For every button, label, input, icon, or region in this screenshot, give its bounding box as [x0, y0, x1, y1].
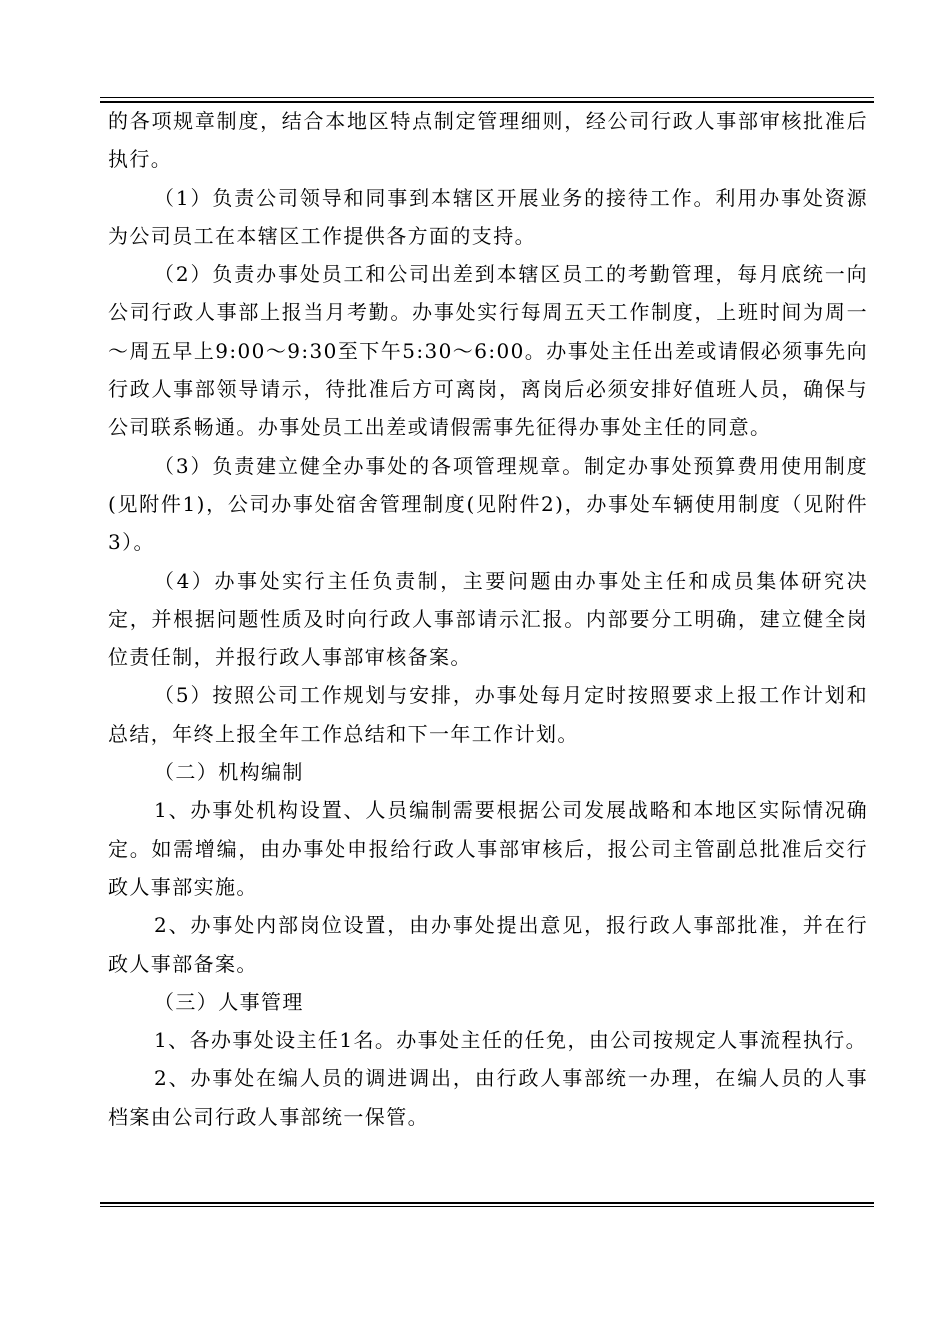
paragraph-organization-1: 1、办事处机构设置、人员编制需要根据公司发展战略和本地区实际情况确定。如需增编，由办事处申报给行政人事部审核后，报公司主管副总批准后交行政人事部实施。	[108, 798, 868, 899]
paragraph-continuation: 的各项规章制度，结合本地区特点制定管理细则，经公司行政人事部审核批准后执行。	[108, 109, 868, 172]
footer-rule-thick	[100, 1202, 874, 1204]
section-heading-organization: （二）机构编制	[154, 760, 304, 785]
paragraph-personnel-1: 1、各办事处设主任1名。办事处主任的任免，由公司按规定人事流程执行。	[154, 1028, 868, 1053]
header-rule-thin	[100, 97, 874, 98]
paragraph-item-1: （1）负责公司领导和同事到本辖区开展业务的接待工作。利用办事处资源为公司员工在本辖区工作提供各方面的支持。	[108, 185, 868, 248]
paragraph-organization-2: 2、办事处内部岗位设置，由办事处提出意见，报行政人事部批准，并在行政人事部备案。	[108, 913, 868, 976]
section-heading-personnel: （三）人事管理	[154, 989, 304, 1014]
paragraph-item-3: （3）负责建立健全办事处的各项管理规章。制定办事处预算费用使用制度(见附件1)，公司办事处宿舍管理制度(见附件2)，办事处车辆使用制度（见附件3）。	[108, 453, 869, 555]
paragraph-item-4: （4）办事处实行主任负责制，主要问题由办事处主任和成员集体研究决定，并根据问题性质及时向行政人事部请示汇报。内部要分工明确，建立健全岗位责任制，并报行政人事部审核备案。	[108, 568, 868, 670]
footer-rule-thin	[100, 1206, 874, 1207]
paragraph-personnel-2: 2、办事处在编人员的调进调出，由行政人事部统一办理，在编人员的人事档案由公司行政人事部统一保管。	[108, 1066, 868, 1129]
paragraph-item-5: （5）按照公司工作规划与安排，办事处每月定时按照要求上报工作计划和总结，年终上报全年工作总结和下一年工作计划。	[108, 683, 868, 746]
paragraph-item-2: （2）负责办事处员工和公司出差到本辖区员工的考勤管理，每月底统一向公司行政人事部上报当月考勤。办事处实行每周五天工作制度，上班时间为周一～周五早上9:00～9:30至下午5:30～6:00。办事处主任出差或请假必须事先向行政人事部领导请示，待批准后方可离岗，离岗后必须安排好值班人员，确保与公司联系畅通。办事处员工出差或请假需事先征得办事处主任的同意。	[108, 262, 868, 440]
document-body	[108, 102, 868, 1136]
